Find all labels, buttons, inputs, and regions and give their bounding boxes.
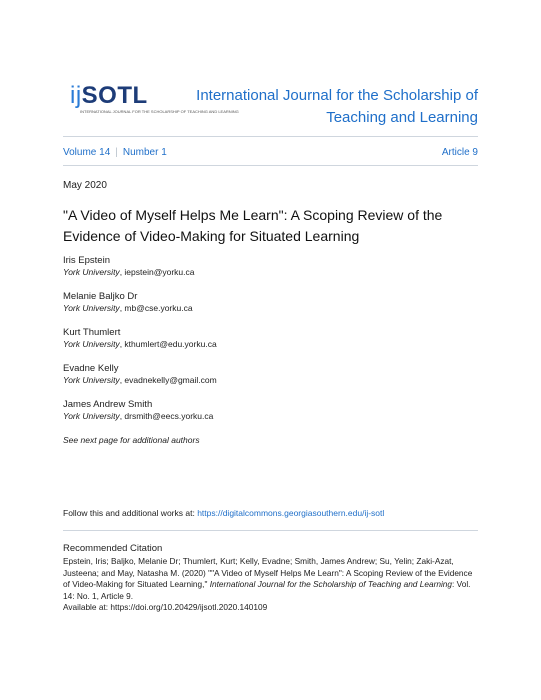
separator: , bbox=[119, 411, 125, 421]
author-entry bbox=[63, 327, 463, 350]
citation-authors: Epstein, Iris; Baljko, Melanie Dr; Thumlert, Kurt; Kelly, Evadne; Smith, James Andrew; Su, Yelin; Zaki-Azat, Justeena; and May, Natasha M. (2020) ""A Video of Myself Helps Me Learn": A Scoping Review of the Evidence of Video-Making for Situated Learning," bbox=[63, 556, 473, 589]
author-email[interactable]: evadnekelly@gmail.com bbox=[124, 375, 217, 385]
see-next-note: See next page for additional authors bbox=[63, 435, 200, 445]
separator: | bbox=[115, 147, 118, 158]
journal-title[interactable]: International Journal for the Scholarship of Teaching and Learning bbox=[196, 87, 478, 126]
author-email[interactable]: iepstein@yorku.ca bbox=[124, 267, 195, 277]
author-name[interactable]: James Andrew Smith bbox=[63, 399, 153, 410]
author-name[interactable]: Melanie Baljko Dr bbox=[63, 291, 138, 302]
author-name[interactable]: Iris Epstein bbox=[63, 255, 110, 266]
divider bbox=[63, 530, 478, 531]
number-link[interactable]: Number 1 bbox=[122, 147, 167, 158]
follow-text: Follow this and additional works at: bbox=[63, 508, 198, 518]
divider bbox=[63, 165, 478, 166]
citation-journal: International Journal for the Scholarship of Teaching and Learning bbox=[209, 579, 453, 589]
author-university: York University bbox=[63, 267, 120, 277]
recommended-citation-heading: Recommended Citation bbox=[63, 543, 163, 554]
author-entry bbox=[63, 363, 463, 386]
author-name[interactable]: Evadne Kelly bbox=[63, 363, 119, 374]
divider bbox=[63, 136, 478, 137]
author-email[interactable]: kthumlert@edu.yorku.ca bbox=[124, 339, 217, 349]
author-affiliation bbox=[63, 339, 463, 350]
citation-doi[interactable]: Available at: https://doi.org/10.20429/ijsotl.2020.140109 bbox=[63, 602, 268, 612]
separator: , bbox=[119, 375, 125, 385]
separator: , bbox=[119, 303, 125, 313]
logo-subtitle: INTERNATIONAL JOURNAL FOR THE SCHOLARSHIP OF TEACHING AND LEARNING bbox=[80, 109, 239, 114]
author-affiliation bbox=[63, 375, 463, 386]
citation-volume: : Vol. 14: No. 1, Article 9. bbox=[63, 579, 471, 601]
author-affiliation bbox=[63, 411, 463, 422]
journal-logo bbox=[70, 82, 239, 116]
author-entry bbox=[63, 255, 463, 278]
issue-bar bbox=[63, 147, 478, 158]
volume-link[interactable]: Volume 14 bbox=[63, 147, 111, 158]
author-email[interactable]: mb@cse.yorku.ca bbox=[124, 303, 193, 313]
article-title: "A Video of Myself Helps Me Learn": A Scoping Review of the Evidence of Video-Making for Situated Learning bbox=[63, 207, 443, 244]
author-email[interactable]: drsmith@eecs.yorku.ca bbox=[124, 411, 214, 421]
article-link[interactable]: Article 9 bbox=[441, 147, 478, 158]
author-list bbox=[63, 255, 463, 435]
author-name[interactable]: Kurt Thumlert bbox=[63, 327, 121, 338]
logo-wordmark: ijSOTL bbox=[70, 82, 148, 109]
author-university: York University bbox=[63, 339, 120, 349]
publication-date: May 2020 bbox=[63, 180, 107, 191]
author-university: York University bbox=[63, 411, 120, 421]
separator: , bbox=[119, 339, 125, 349]
author-entry bbox=[63, 399, 463, 422]
author-affiliation bbox=[63, 267, 463, 278]
author-affiliation bbox=[63, 303, 463, 314]
author-university: York University bbox=[63, 375, 120, 385]
separator: , bbox=[119, 267, 125, 277]
author-entry bbox=[63, 291, 463, 314]
follow-line bbox=[63, 508, 384, 518]
author-university: York University bbox=[63, 303, 120, 313]
recommended-citation bbox=[63, 556, 478, 614]
repository-link[interactable]: https://digitalcommons.georgiasouthern.edu/ij-sotl bbox=[197, 508, 385, 518]
